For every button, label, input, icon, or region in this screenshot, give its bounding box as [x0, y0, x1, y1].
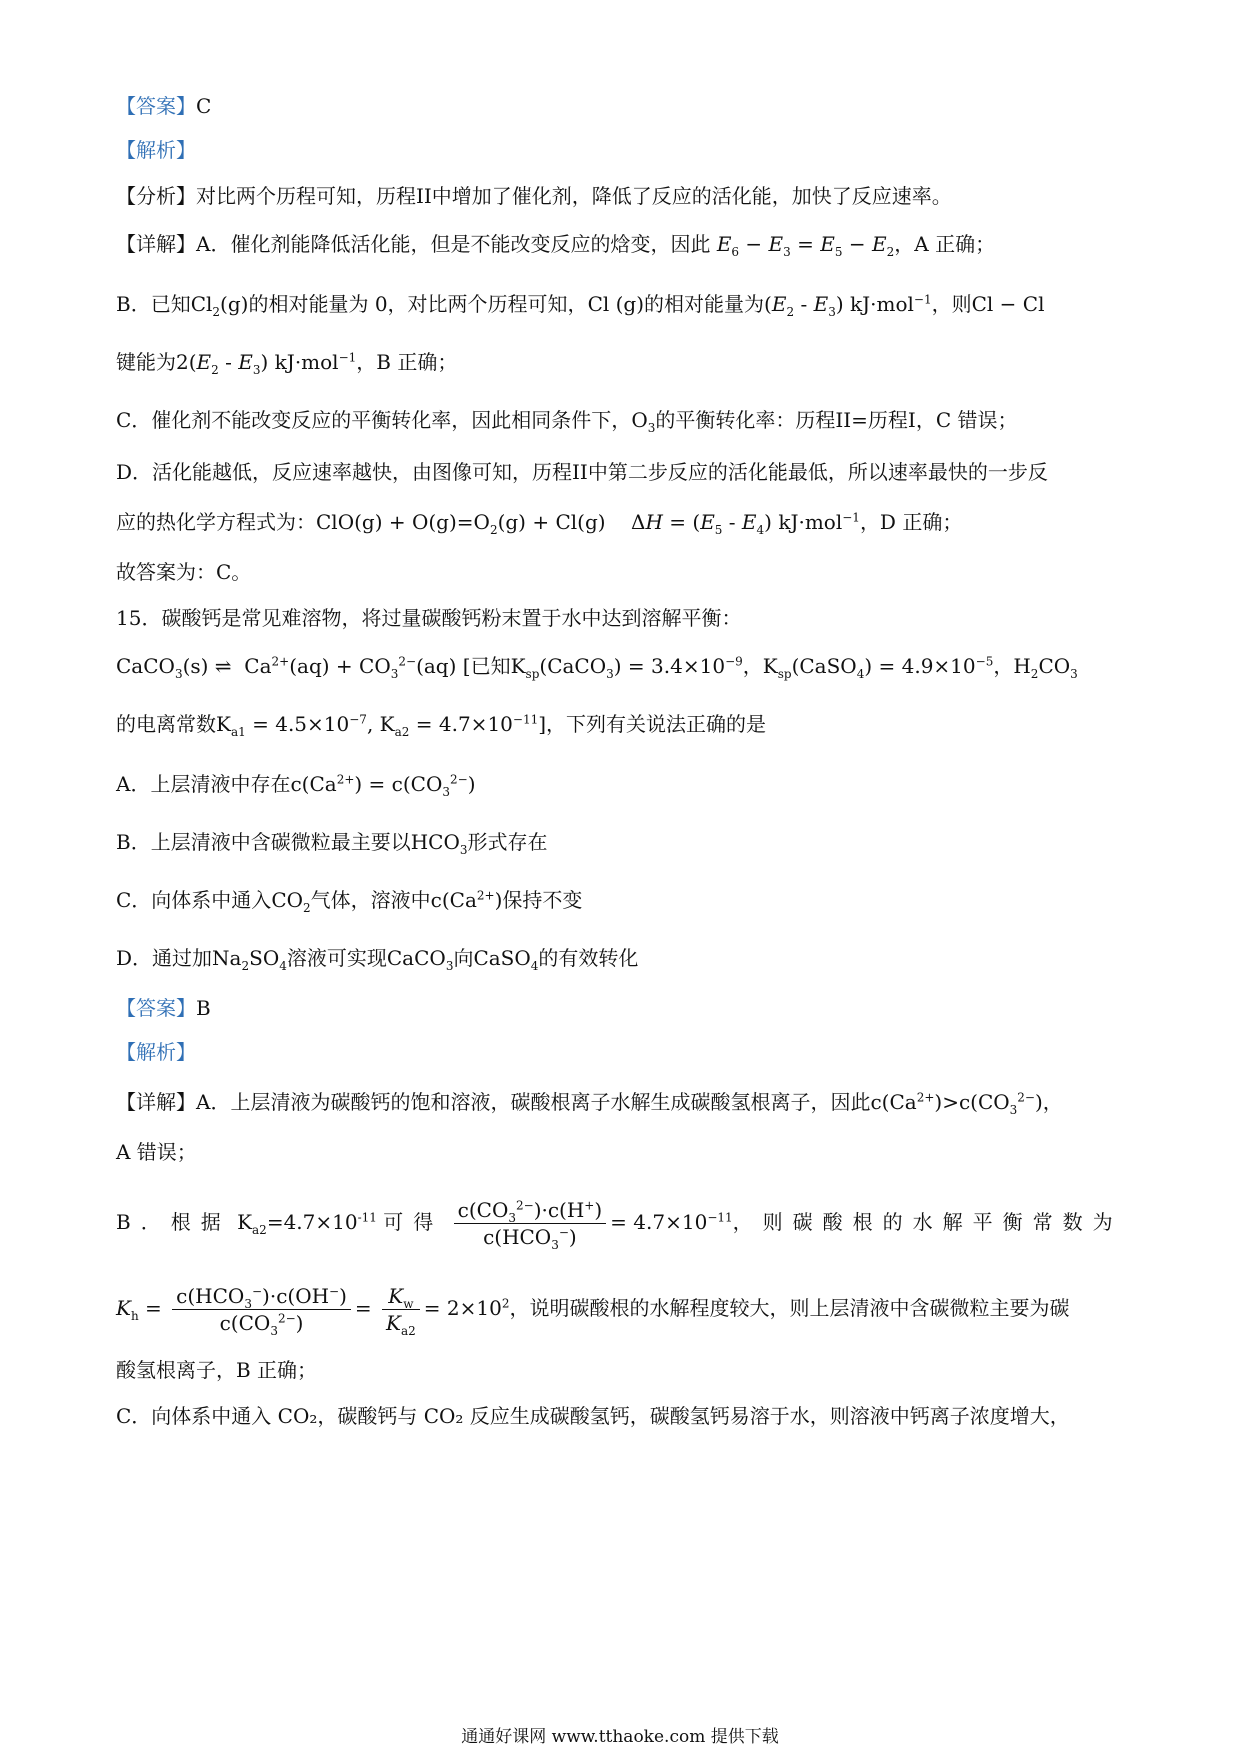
detail-B-line1: [116, 288, 1132, 320]
formula-E6-E3: $E_6 - E_3 = E_5 - E_2$: [716, 232, 895, 259]
formula-ka2-fraction: $\frac{c(CO_3^{2-})\cdot c(H^+)}{c(HCO_3^-)}$: [454, 1197, 607, 1250]
q15-stem-text: 15．碳酸钙是常见难溶物，将过量碳酸钙粉末置于水中达到溶解平衡：: [116, 606, 742, 630]
q15-detail-B-text3: ，则碳酸根的水解平衡常数为: [732, 1210, 1123, 1234]
formula-o3: $O_3$: [631, 408, 656, 435]
q15-option-D: [116, 942, 1132, 974]
q15-detail-A-line: [116, 1086, 1132, 1118]
detail-D-text2: 应的热化学方程式为：: [116, 510, 316, 534]
detail-B-text4: ，则: [931, 292, 972, 316]
q15-detail-A-text: A．上层清液为碳酸钙的饱和溶液，碳酸根离子水解生成碳酸氢根离子，因此: [196, 1090, 871, 1114]
detail-B-text3: 的相对能量为: [644, 292, 765, 316]
detail-A-line: [116, 228, 1132, 260]
detail-D-line2: [116, 506, 1132, 538]
formula-c-ca: $c(Ca^{2+})$: [430, 888, 503, 912]
page-footer: 通通好课网 www.tthaoke.com 提供下载: [461, 1727, 779, 1747]
q15-optC-text1: C．向体系中通入: [116, 888, 272, 912]
formula-caco3: CaCO$_3$: [386, 946, 454, 973]
formula-thermo: $ClO(g) + O(g)=O_2(g) + Cl(g)$ $\Delta H = (E_5 - E_4)$ kJ·mol$^{-1}$: [316, 510, 860, 537]
detail-C-line: [116, 404, 1132, 436]
q15-equilibrium-line: [116, 650, 1132, 682]
fenxi-text: 对比两个历程可知，历程II中增加了催化剂，降低了反应的活化能，加快了反应速率。: [196, 184, 952, 208]
formula-ka: $K_{a1} = 4.5\times 10^{-7}$, $K_{a2} = 4.7\times 10^{-11}$: [216, 712, 539, 739]
q15-detail-C-text: C．向体系中通入 CO₂，碳酸钙与 CO₂ 反应生成碳酸氢钙，碳酸氢钙易溶于水，则溶液中钙离子浓度增大，: [116, 1404, 1070, 1428]
q15-detail-A-text2: A 错误；: [116, 1140, 197, 1164]
q15-detail-B-line3: [116, 1354, 1132, 1386]
formula-equilibrium: CaCO$_3$(s) ⇌ $Ca^{2+}(aq) + CO_3^{2-}(aq)$: [116, 654, 463, 681]
answer-line: [116, 90, 1132, 122]
formula-caso4: CaSO$_4$: [473, 946, 539, 973]
formula-co2: $CO_2$: [271, 888, 311, 915]
q15-stem: [116, 602, 1132, 634]
q15-detail-B-line2: [116, 1280, 1132, 1336]
formula-ka2-value: $K_{a2}=4.7\times 10^{-11}$: [237, 1210, 377, 1237]
q15-answer-line: [116, 992, 1132, 1024]
q15-ka-suffix: ]，下列有关说法正确的是: [538, 712, 767, 736]
formula-na2so4: $Na_2SO_4$: [212, 946, 287, 973]
detail-A-text: A．催化剂能降低活化能，但是不能改变反应的焓变，因此: [196, 232, 711, 256]
q15-ka-prefix: 的电离常数: [116, 712, 216, 736]
q15-optD-text1: D．通过加: [116, 946, 213, 970]
q15-optA-text: A．上层清液中存在: [116, 772, 291, 796]
q15-analysis-tag: 【解析】: [116, 1040, 196, 1064]
answer-value: C: [196, 94, 212, 118]
detail-C-text2: 的平衡转化率：历程II=历程I，C 错误；: [655, 408, 1018, 432]
formula-e2-e3: $(E_2 - E_3)$ kJ·mol$^{-1}$: [764, 292, 932, 319]
answer-tag: 【答案】: [116, 94, 196, 118]
detail-B-text5: 键能为: [116, 350, 176, 374]
q15-option-C: [116, 884, 1132, 916]
fenxi-line: [116, 180, 1132, 212]
q15-optB-text2: 形式存在: [467, 830, 548, 854]
q15-optD-text2: 溶液可实现: [286, 946, 387, 970]
q15-optD-text3: 向: [453, 946, 474, 970]
q15-detail-B-text2: 可得: [383, 1210, 444, 1234]
detail-tag: 【详解】: [116, 232, 196, 256]
conclusion-text: 故答案为：C。: [116, 560, 252, 584]
q15-optC-text3: 保持不变: [502, 888, 583, 912]
formula-optA: $c(Ca^{2+}) = c(CO_3^{2-})$: [290, 772, 476, 799]
q15-ka-line: [116, 708, 1132, 740]
q15-analysis-line: [116, 1036, 1132, 1068]
formula-2e2-e3: $2(E_2 - E_3)$ kJ·mol$^{-1}$: [176, 350, 357, 377]
formula-clg: Cl (g): [587, 292, 645, 316]
detail-B-text2: 的相对能量为 0，对比两个历程可知，: [248, 292, 588, 316]
detail-B-text1: B．已知: [116, 292, 191, 316]
q15-answer-value: B: [196, 996, 211, 1020]
q15-detail-B-text1: B．根据: [116, 1210, 231, 1234]
formula-cl-cl: Cl − Cl: [971, 292, 1045, 316]
q15-optC-text2: 气体，溶液中: [310, 888, 431, 912]
q15-detail-B-text5: 酸氢根离子，B 正确；: [116, 1358, 318, 1382]
detail-A-end: ，A 正确；: [894, 232, 996, 256]
q15-detail-tag: 【详解】: [116, 1090, 196, 1114]
detail-B-line2: [116, 346, 1132, 378]
analysis-tag-line: [116, 134, 1132, 166]
analysis-tag: 【解析】: [116, 138, 196, 162]
conclusion-line: [116, 556, 1132, 588]
q15-detail-B-line1: [116, 1196, 1132, 1250]
formula-ca-gt-co3: $c(Ca^{2+})>c(CO_3^{2-})$，: [870, 1090, 1063, 1117]
detail-D-text1: D．活化能越低，反应速率越快，由图像可知，历程II中第二步反应的活化能最低，所以速率最快的一步反: [116, 460, 1048, 484]
q15-detail-C-line: [116, 1400, 1132, 1432]
q15-optB-text1: B．上层清液中含碳微粒最主要以: [116, 830, 411, 854]
detail-D-text3: ，D 正确；: [859, 510, 963, 534]
q15-known-open: [已知: [462, 654, 511, 678]
detail-C-text1: C．催化剂不能改变反应的平衡转化率，因此相同条件下，: [116, 408, 632, 432]
formula-hco3: $HCO_3$: [410, 830, 468, 857]
detail-B-text6: ，B 正确；: [356, 350, 458, 374]
formula-ksp: $K_{sp}(CaCO_3) = 3.4\times 10^{-9}$，$K_{sp}(CaSO_4) = 4.9\times 10^{-5}$，$H_2CO_3$: [510, 654, 1078, 681]
q15-answer-tag: 【答案】: [116, 996, 196, 1020]
q15-detail-B-text4: ，说明碳酸根的水解程度较大，则上层清液中含碳微粒主要为碳: [509, 1296, 1070, 1320]
formula-cl2g: $Cl_2(g)$: [190, 292, 249, 319]
q15-option-B: [116, 826, 1132, 858]
formula-kh: $K_h$ = $\frac{c(HCO_3^-)\cdot c(OH^-)}{c(CO_3^{2-})}$ = $\frac{K_w}{K_{a2}}$ = $2\times 10^2$: [116, 1284, 510, 1338]
q15-optD-text4: 的有效转化: [538, 946, 639, 970]
fenxi-tag: 【分析】: [116, 184, 196, 208]
q15-option-A: [116, 768, 1132, 800]
q15-detail-A-line2: [116, 1136, 1132, 1168]
formula-ka2-result: = $4.7\times 10^{-11}$: [610, 1210, 733, 1234]
detail-D-line1: [116, 456, 1132, 488]
